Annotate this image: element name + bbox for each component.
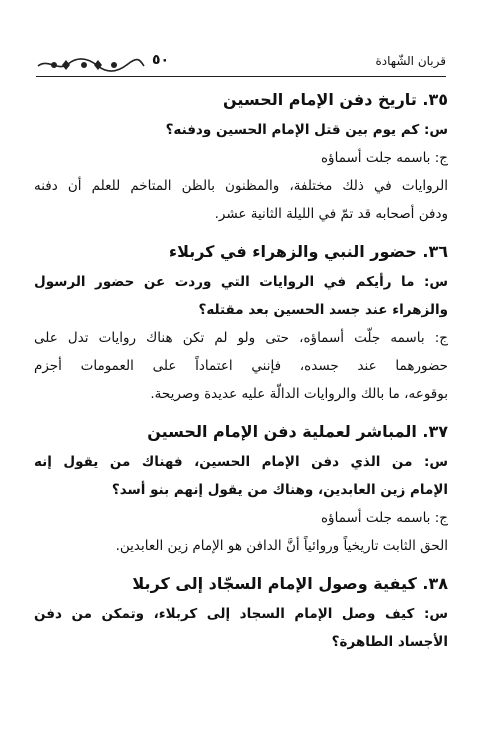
ornament-icon <box>36 56 146 74</box>
question-line: س: من الذي دفن الإمام الحسين، فهناك من يقول إنه <box>34 454 448 470</box>
answer <box>34 144 448 228</box>
answer <box>34 324 448 408</box>
section-35 <box>34 88 448 228</box>
question <box>34 268 448 324</box>
question-line: س: كم يوم بين قتل الإمام الحسين ودفنه؟ <box>165 122 448 138</box>
question-line: الإمام زين العابدين، وهناك من يقول إنهم بنو أسد؟ <box>111 482 448 498</box>
answer-line: بوقوعه، ما بالك والروايات الدالّة عليه عديدة وصريحة. <box>150 386 448 402</box>
answer-line: ج: باسمه جلت أسماؤه <box>320 150 448 166</box>
section-heading: ٣٥. تاريخ دفن الإمام الحسين <box>222 90 448 109</box>
section-heading: ٣٨. كيفية وصول الإمام السجّاد إلى كربلا <box>132 574 448 593</box>
book-title: قربان الشّهادة <box>375 54 446 68</box>
section-36 <box>34 240 448 408</box>
question <box>34 600 448 656</box>
page-content <box>34 88 448 656</box>
section-37 <box>34 420 448 560</box>
question-line: س: كيف وصل الإمام السجاد إلى كربلاء، وتمكن من دفن <box>34 606 448 622</box>
answer-line: ودفن أصحابه قد تمّ في الليلة الثانية عشر. <box>214 206 448 222</box>
section-heading: ٣٦. حضور النبي والزهراء في كربلاء <box>168 242 448 261</box>
answer-line: الروايات في ذلك مختلفة، والمظنون بالظن المتاخم للعلم أن دفنه <box>34 178 448 194</box>
question-line: الأجساد الطاهرة؟ <box>331 634 448 650</box>
answer-line: ج: باسمه جلّت أسماؤه، حتى ولو لم تكن هناك روايات تدل على <box>34 330 448 346</box>
question <box>34 448 448 504</box>
page-number: ٥٠ <box>152 52 170 68</box>
question-line: والزهراء عند جسد الحسين بعد مقتله؟ <box>198 302 448 318</box>
answer-line: الحق الثابت تاريخياً وروائياً أنَّ الدافن هو الإمام زين العابدين. <box>115 538 448 554</box>
answer-line: حضورهما عند جسده، فإنني اعتماداً على العمومات أجزم <box>34 358 448 374</box>
question <box>34 116 448 144</box>
answer-line: ج: باسمه جلت أسماؤه <box>320 510 448 526</box>
section-heading: ٣٧. المباشر لعملية دفن الإمام الحسين <box>147 422 448 441</box>
section-38 <box>34 572 448 656</box>
page-header <box>36 52 446 77</box>
question-line: س: ما رأيكم في الروايات التي وردت عن حضور الرسول <box>34 274 448 290</box>
answer <box>34 504 448 560</box>
